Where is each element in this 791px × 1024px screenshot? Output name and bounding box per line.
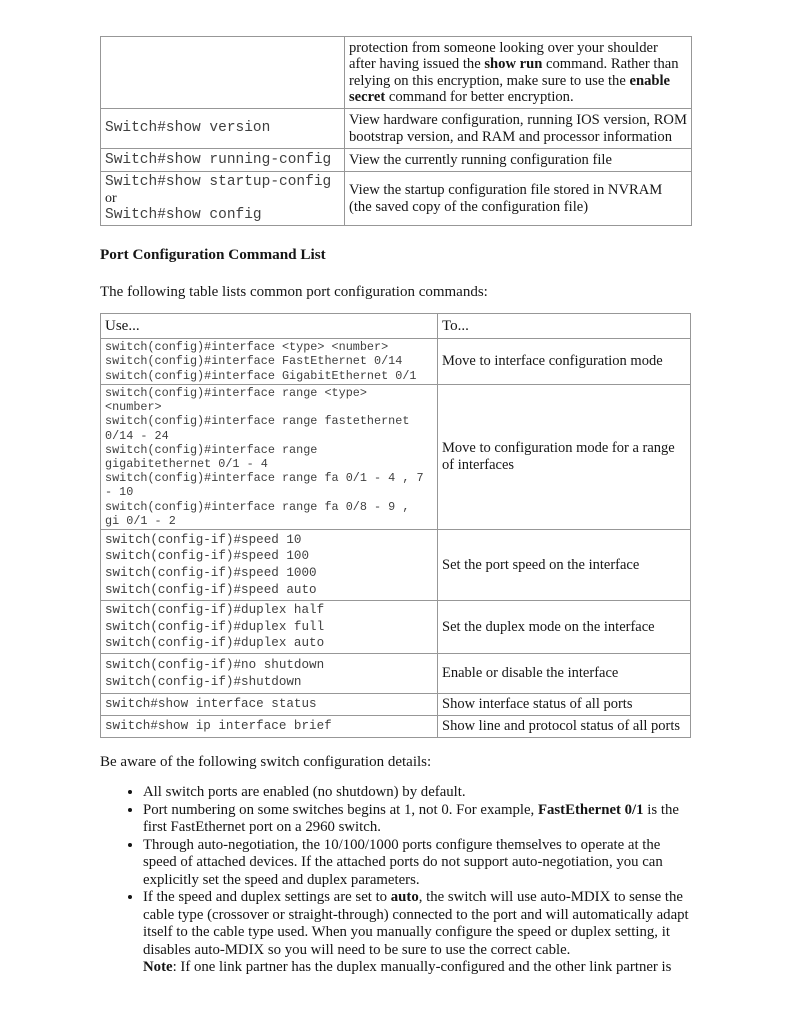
list-item: • Through auto-negotiation, the 10/100/1000 ports configure themselves to operate at the speed of attached devices. If the attached ports do not support auto-negotiation, you can explicitly set the speed and duplex parameters. — [143, 837, 691, 890]
list-item: • Port numbering on some switches begins at 1, not 0. For example, FastEthernet 0/1 is the first FastEthernet port on a 2960 switch. — [143, 802, 691, 837]
table-row — [101, 654, 691, 694]
table-row — [101, 339, 691, 385]
command-cell: Switch#show version — [101, 109, 345, 149]
table-header-row — [101, 314, 691, 339]
table-row — [101, 601, 691, 654]
table-row — [101, 37, 692, 109]
or-separator: or — [105, 190, 117, 206]
description-cell: View hardware configuration, running IOS version, ROM bootstrap version, and RAM and processor information — [345, 109, 692, 149]
intro-paragraph: The following table lists common port configuration commands: — [100, 284, 488, 300]
description-cell: View the currently running configuration file — [345, 149, 692, 172]
table-row — [101, 172, 692, 226]
command-cell — [101, 37, 345, 109]
list-item: • All switch ports are enabled (no shutdown) by default. — [143, 784, 691, 802]
to-column-header: To... — [438, 314, 691, 339]
description-cell: Show line and protocol status of all ports — [438, 716, 691, 738]
switch-details-list — [100, 784, 691, 977]
table-row — [101, 694, 691, 716]
description-cell: Set the duplex mode on the interface — [438, 601, 691, 654]
list-item: • If the speed and duplex settings are set to auto, the switch will use auto-MDIX to sense the cable type (crossover or straight-through) connected to the port and will automatically adapt itself to the cable type used. When you manually configure the speed or duplex setting, it disables auto-MDIX so you will need to be sure to use the correct cable. Note: If one link partner has the duplex manually-configured and the other link partner is — [143, 889, 691, 977]
command-cell: switch#show interface status — [101, 694, 438, 716]
command-cell: switch(config-if)#duplex half switch(config-if)#duplex full switch(config-if)#duplex auto — [101, 601, 438, 654]
description-cell: Set the port speed on the interface — [438, 530, 691, 601]
command-cell: switch(config-if)#speed 10 switch(config-if)#speed 100 switch(config-if)#speed 1000 switch(config-if)#speed auto — [101, 530, 438, 601]
description-cell: Move to interface configuration mode — [438, 339, 691, 385]
table-row — [101, 385, 691, 530]
show-commands-table — [100, 36, 692, 226]
page-content — [100, 36, 691, 977]
be-aware-paragraph: Be aware of the following switch configuration details: — [100, 754, 432, 771]
command-cell: switch(config)#interface range <type> <number> switch(config)#interface range fastethernet 0/14 - 24 switch(config)#interface range gigabitethernet 0/1 - 4 switch(config)#interface range fa 0/1 - 4 , 7 - 10 switch(config)#interface range fa 0/8 - 9 , gi 0/1 - 2 — [101, 385, 438, 530]
command-line: Switch#show config — [105, 206, 262, 223]
table-row — [101, 530, 691, 601]
description-cell: protection from someone looking over your shoulder after having issued the show run command. Rather than relying on this encryption, make sure to use the enable secret command for better encryption. — [345, 37, 692, 109]
section-heading: Port Configuration Command List — [100, 246, 326, 263]
command-line: Switch#show startup-config — [105, 173, 332, 190]
description-cell: View the startup configuration file stored in NVRAM (the saved copy of the configuration file) — [345, 172, 692, 226]
command-cell: switch#show ip interface brief — [101, 716, 438, 738]
table-row — [101, 149, 692, 172]
port-config-table — [100, 313, 691, 738]
command-cell: Switch#show running-config — [101, 149, 345, 172]
command-cell: switch(config)#interface <type> <number> switch(config)#interface FastEthernet 0/14 switch(config)#interface GigabitEthernet 0/1 — [101, 339, 438, 385]
table-row — [101, 716, 691, 738]
command-cell: switch(config-if)#no shutdown switch(config-if)#shutdown — [101, 654, 438, 694]
command-cell — [101, 172, 345, 226]
description-cell: Show interface status of all ports — [438, 694, 691, 716]
description-cell: Enable or disable the interface — [438, 654, 691, 694]
description-cell: Move to configuration mode for a range of interfaces — [438, 385, 691, 530]
use-column-header: Use... — [101, 314, 438, 339]
table-row — [101, 109, 692, 149]
